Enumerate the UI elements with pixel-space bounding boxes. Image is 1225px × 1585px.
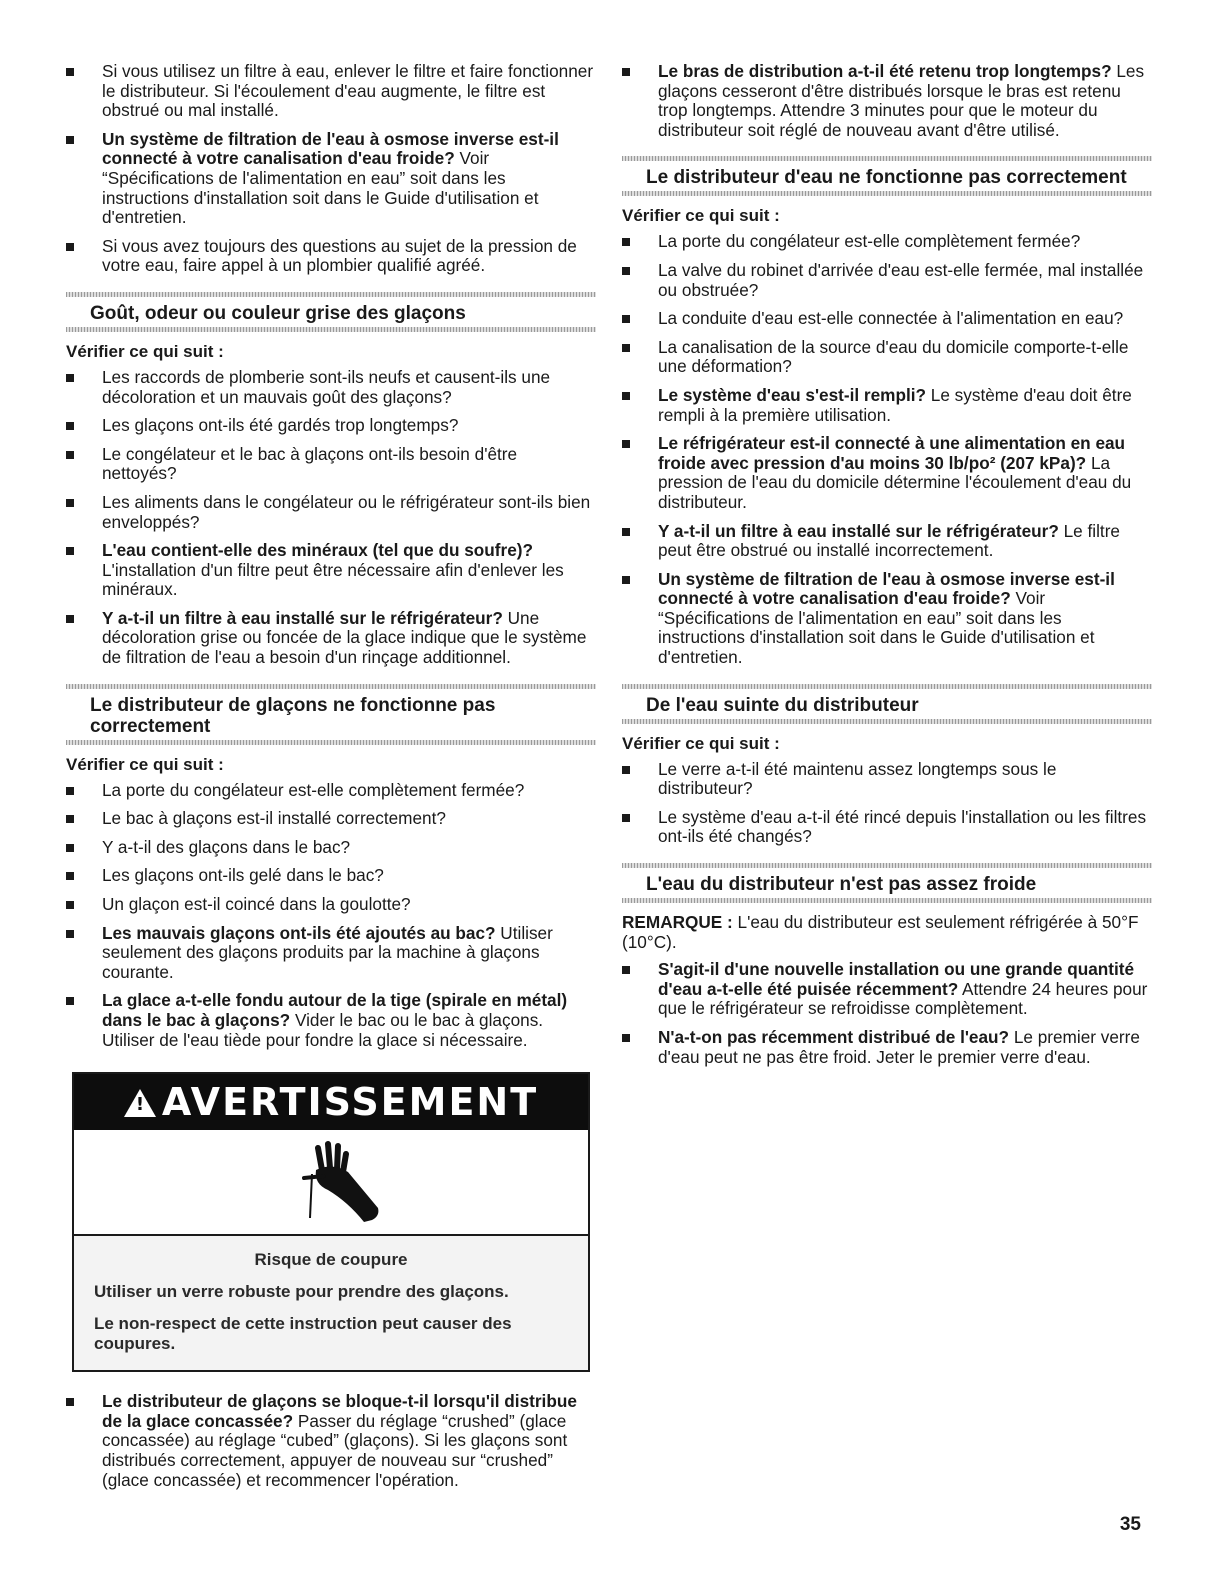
left-after-list xyxy=(66,1392,596,1490)
list-item: Les glaçons ont-ils gelé dans le bac? xyxy=(66,866,596,886)
warning-risk: Risque de coupure xyxy=(254,1250,408,1270)
verify-label: Vérifier ce qui suit : xyxy=(66,341,224,361)
note xyxy=(622,913,1152,952)
list-item: Un système de filtration de l'eau à osmose inverse est-il connecté à votre canalisation d'eau froide? Voir “Spécifications de l'alimentation en eau” soit dans les instructions d'installation soit dans le Guide d'utilisation et d'entretien. xyxy=(66,130,596,228)
warning-heading: AVERTISSEMENT xyxy=(161,1080,539,1125)
list-item: Un système de filtration de l'eau à osmose inverse est-il connecté à votre canalisation d'eau froide? Voir “Spécifications de l'alimentation en eau” soit dans les instructions d'installation soit dans le Guide d'utilisation et d'entretien. xyxy=(622,570,1152,668)
section-list xyxy=(622,760,1152,847)
section-ice-dispenser xyxy=(66,684,596,1051)
list-item: La porte du congélateur est-elle complètement fermée? xyxy=(622,232,1152,252)
left-column xyxy=(66,62,596,1499)
warning-icon-area xyxy=(74,1130,588,1236)
list-item: La porte du congélateur est-elle complètement fermée? xyxy=(66,781,596,801)
list-item: La valve du robinet d'arrivée d'eau est-elle fermée, mal installée ou obstruée? xyxy=(622,261,1152,300)
list-item: Le système d'eau a-t-il été rincé depuis l'installation ou les filtres ont-ils été changés? xyxy=(622,808,1152,847)
section-water-dispenser xyxy=(622,156,1152,667)
warning-instruction: Utiliser un verre robuste pour prendre des glaçons. xyxy=(94,1282,509,1302)
list-item: L'eau contient-elle des minéraux (tel que du soufre)? L'installation d'un filtre peut être nécessaire afin d'enlever les minéraux. xyxy=(66,541,596,600)
list-item: Le verre a-t-il été maintenu assez longtemps sous le distributeur? xyxy=(622,760,1152,799)
warning-consequence: Le non-respect de cette instruction peut causer des coupures. xyxy=(94,1314,512,1354)
list-item: S'agit-il d'une nouvelle installation ou une grande quantité d'eau a-t-elle été puisée récemment? Attendre 24 heures pour que le réfrigérateur se refroidisse complètement. xyxy=(622,960,1152,1019)
section-heading: Le distributeur de glaçons ne fonctionne pas correctement xyxy=(66,684,596,745)
section-list xyxy=(622,960,1152,1067)
warning-triangle-icon xyxy=(124,1089,156,1117)
cut-hand-icon xyxy=(288,1140,388,1228)
section-heading: De l'eau suinte du distributeur xyxy=(622,684,1152,724)
section-cold xyxy=(622,863,1152,1067)
page-number: 35 xyxy=(1119,1514,1141,1535)
section-heading: L'eau du distributeur n'est pas assez froide xyxy=(622,863,1152,903)
note-label: REMARQUE : xyxy=(622,912,733,933)
section-leak xyxy=(622,684,1152,847)
verify-label: Vérifier ce qui suit : xyxy=(622,733,780,753)
section-list xyxy=(66,781,596,1051)
list-item: La canalisation de la source d'eau du domicile comporte-t-elle une déformation? xyxy=(622,338,1152,377)
list-item: Un glaçon est-il coincé dans la goulotte? xyxy=(66,895,596,915)
list-item: Les mauvais glaçons ont-ils été ajoutés au bac? Utiliser seulement des glaçons produits par la machine à glaçons courante. xyxy=(66,924,596,983)
right-top-list xyxy=(622,62,1152,140)
warning-text xyxy=(74,1236,588,1370)
list-item: Le bras de distribution a-t-il été retenu trop longtemps? Les glaçons cesseront d'être distribués lorsque le bras est retenu trop longtemps. Attendre 3 minutes pour que le moteur du distributeur soit réglé de nouveau avant d'être utilisé. xyxy=(622,62,1152,140)
section-heading: Le distributeur d'eau ne fonctionne pas correctement xyxy=(622,156,1152,196)
section-list xyxy=(622,232,1152,667)
left-top-list xyxy=(66,62,596,276)
list-item: N'a-t-on pas récemment distribué de l'eau? Le premier verre d'eau peut ne pas être froid. Jeter le premier verre d'eau. xyxy=(622,1028,1152,1067)
list-item: Le réfrigérateur est-il connecté à une alimentation en eau froide avec pression d'au moins 30 lb/po² (207 kPa)? La pression de l'eau du domicile détermine l'écoulement d'eau du distributeur. xyxy=(622,434,1152,512)
list-item: Si vous avez toujours des questions au sujet de la pression de votre eau, faire appel à un plombier qualifié agréé. xyxy=(66,237,596,276)
list-item: La glace a-t-elle fondu autour de la tige (spirale en métal) dans le bac à glaçons? Vider le bac ou le bac à glaçons. Utiliser de l'eau tiède pour fondre la glace si nécessaire. xyxy=(66,991,596,1050)
list-item: Y a-t-il un filtre à eau installé sur le réfrigérateur? Le filtre peut être obstrué ou installé incorrectement. xyxy=(622,522,1152,561)
note-text: L'eau du distributeur est seulement réfrigérée à 50°F (10°C). xyxy=(622,912,1139,952)
list-item: Le distributeur de glaçons se bloque-t-il lorsqu'il distribue de la glace concassée? Passer du réglage “crushed” (glace concassée) au réglage “cubed” (glaçons). Si les glaçons sont distribués correctement, appuyer de nouveau sur “crushed” (glace concassée) et recommencer l'opération. xyxy=(66,1392,596,1490)
section-list xyxy=(66,368,596,668)
list-item: Les glaçons ont-ils été gardés trop longtemps? xyxy=(66,416,596,436)
list-item: La conduite d'eau est-elle connectée à l'alimentation en eau? xyxy=(622,309,1152,329)
list-item: Les aliments dans le congélateur ou le réfrigérateur sont-ils bien enveloppés? xyxy=(66,493,596,532)
list-item: Le bac à glaçons est-il installé correctement? xyxy=(66,809,596,829)
warning-box xyxy=(72,1072,590,1372)
warning-header xyxy=(74,1074,588,1130)
list-item: Y a-t-il un filtre à eau installé sur le réfrigérateur? Une décoloration grise ou foncée de la glace indique que le système de filtration de l'eau a besoin d'un rinçage additionnel. xyxy=(66,609,596,668)
list-item: Le congélateur et le bac à glaçons ont-ils besoin d'être nettoyés? xyxy=(66,445,596,484)
list-item: Y a-t-il des glaçons dans le bac? xyxy=(66,838,596,858)
section-heading: Goût, odeur ou couleur grise des glaçons xyxy=(66,292,596,332)
list-item: Si vous utilisez un filtre à eau, enlever le filtre et faire fonctionner le distributeur. Si l'écoulement d'eau augmente, le filtre est obstrué ou mal installé. xyxy=(66,62,596,121)
verify-label: Vérifier ce qui suit : xyxy=(66,754,224,774)
right-column xyxy=(622,62,1152,1076)
section-taste xyxy=(66,292,596,668)
verify-label: Vérifier ce qui suit : xyxy=(622,206,780,226)
list-item: Les raccords de plomberie sont-ils neufs et causent-ils une décoloration et un mauvais goût des glaçons? xyxy=(66,368,596,407)
list-item: Le système d'eau s'est-il rempli? Le système d'eau doit être rempli à la première utilisation. xyxy=(622,386,1152,425)
